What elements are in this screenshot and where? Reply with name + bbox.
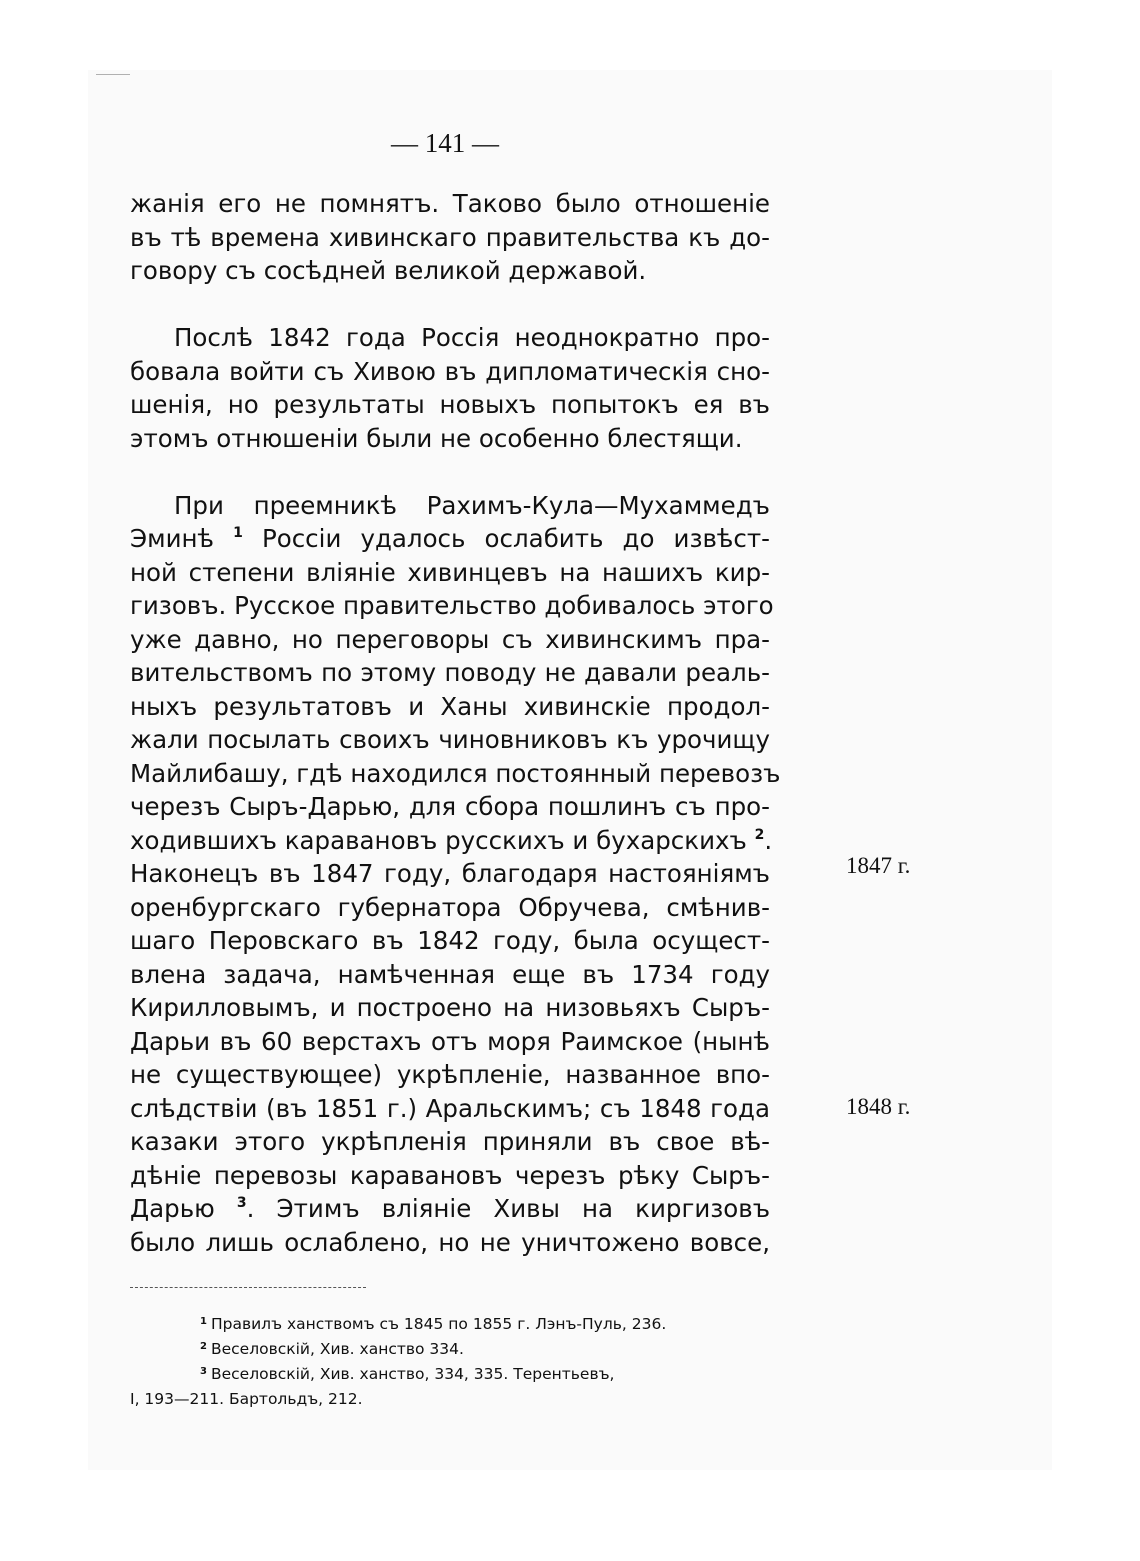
text-line: ной степени вліяніе хивинцевъ на нашихъ кир- [130, 557, 770, 587]
footnote-separator [130, 1287, 366, 1288]
text-line: жали посылать своихъ чиновниковъ къ урочищу [130, 725, 770, 754]
text-run: Дарью [130, 1194, 215, 1223]
footnote-ref-2: 2 [754, 826, 765, 843]
footnote-number: 1 [200, 1316, 207, 1327]
text-line: говору съ сосѣдней великой державой. [130, 256, 647, 285]
text-line: При преемникѣ Рахимъ-Кула—Мухаммедъ [174, 490, 770, 520]
text-line: Дарьи въ 60 верстахъ отъ моря Раимское (нынѣ [130, 1026, 770, 1056]
text-run: ходившихъ каравановъ русскихъ и бухарскихъ [130, 825, 747, 855]
text-line: слѣдствіи (въ 1851 г.) Аральскимъ; съ 1848 года [130, 1093, 770, 1123]
footnote-ref-1: 1 [233, 525, 243, 541]
text-line: не существующее) укрѣпленіе, названное впо- [130, 1060, 770, 1089]
footnote-ref-3: 3 [236, 1195, 247, 1211]
text-line: этомъ отнюшеніи были не особенно блестящи. [130, 423, 743, 453]
text-line: шаго Перовскаго въ 1842 году, была осущест- [130, 926, 770, 955]
footnote-number: 2 [200, 1341, 207, 1352]
footnote-text: Веселовскій, Хив. ханство, 334, 335. Терентьевъ, [210, 1365, 615, 1383]
text-line: Послѣ 1842 года Россія неоднократно про- [174, 323, 770, 352]
footnote-number: 3 [200, 1366, 207, 1377]
footnote-3-continuation: I, 193—211. Бартольдъ, 212. [130, 1390, 363, 1408]
footnote-3 [130, 1362, 770, 1387]
text-line: черезъ Сыръ-Дарью, для сбора пошлинъ съ про- [130, 792, 770, 821]
footnote-text: Правилъ ханствомъ съ 1845 по 1855 г. Лэнъ-Пуль, 236. [210, 1315, 667, 1333]
text-line: оренбургскаго губернатора Обручева, смѣнив- [130, 892, 770, 922]
text-line: казаки этого укрѣпленія приняли въ свое вѣ- [130, 1127, 770, 1156]
text-line [130, 522, 770, 556]
footnote-1 [130, 1312, 770, 1337]
page-number: — 141 — [391, 128, 499, 158]
text-line: ныхъ результатовъ и Ханы хивинскіе продол- [130, 691, 770, 721]
text-line: Наконецъ въ 1847 году, благодаря настояніямъ [130, 859, 770, 888]
scan-mark [96, 74, 130, 75]
footnote-2 [130, 1337, 770, 1362]
text-line: въ тѣ времена хивинскаго правительства къ до- [130, 222, 770, 252]
margin-note-1848: 1848 г. [846, 1094, 911, 1119]
text-line [130, 824, 773, 858]
footnotes [130, 1312, 770, 1412]
body-text [130, 187, 781, 1259]
text-line: вительствомъ по этому поводу не давали реаль- [130, 658, 770, 687]
text-line [130, 1192, 770, 1226]
text-run: . [764, 825, 773, 855]
text-line: дѣніе перевозы каравановъ черезъ рѣку Сыръ- [130, 1160, 770, 1190]
text-line: Кирилловымъ, и построено на низовьяхъ Сыръ- [130, 993, 770, 1022]
text-run: Эминѣ [130, 524, 214, 553]
text-line: шенія, но результаты новыхъ попытокъ ея въ [130, 390, 770, 419]
text-line: Майлибашу, гдѣ находился постоянный перевозъ [130, 758, 781, 788]
text-line: жанія его не помнятъ. Таково было отношеніе [130, 189, 770, 218]
text-line: бовала войти съ Хивою въ дипломатическія сно- [130, 356, 770, 386]
footnote-text: Веселовскій, Хив. ханство 334. [210, 1340, 464, 1358]
text-line: влена задача, намѣченная еще въ 1734 году [130, 959, 770, 989]
text-line: гизовъ. Русское правительство добивалось этого [130, 591, 774, 620]
text-run: Россіи удалось ослабить до извѣст- [261, 524, 770, 553]
text-run: . Этимъ вліяніе Хивы на киргизовъ [246, 1194, 771, 1223]
text-line: было лишь ослаблено, но не уничтожено вовсе, [130, 1227, 770, 1257]
text-line: уже давно, но переговоры съ хивинскимъ пра- [130, 624, 770, 654]
margin-note-1847: 1847 г. [846, 853, 911, 878]
